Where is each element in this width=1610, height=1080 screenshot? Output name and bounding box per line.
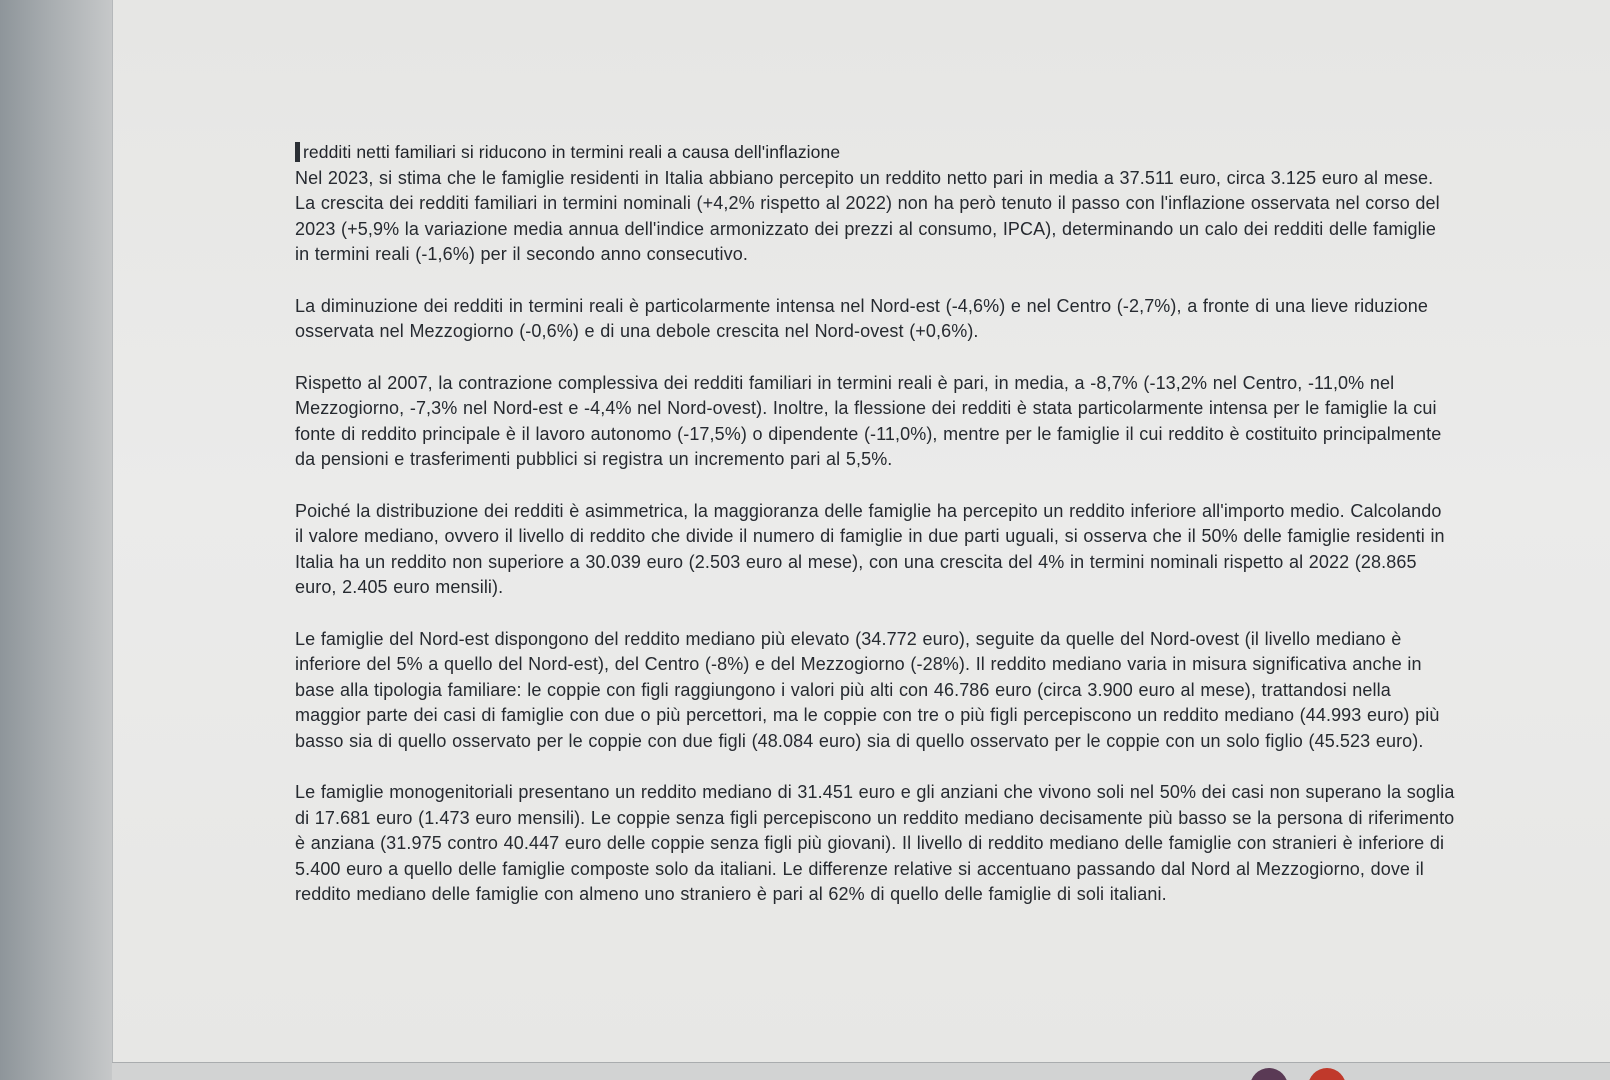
document-title xyxy=(295,140,1455,166)
paragraph-2: La diminuzione dei redditi in termini reali è particolarmente intensa nel Nord-est (-4,6%) e nel Centro (-2,7%), a fronte di una lieve riduzione osservata nel Mezzogiorno (-0,6%) e di una debole crescita nel Nord-ovest (+0,6%). xyxy=(295,295,1428,341)
document-body[interactable] xyxy=(295,140,1455,934)
text-cursor xyxy=(295,142,300,162)
window-left-margin xyxy=(0,0,112,1080)
paragraph-1: Nel 2023, si stima che le famiglie residenti in Italia abbiano percepito un reddito netto pari in media a 37.511 euro, circa 3.125 euro al mese. La crescita dei redditi familiari in termini nominali (+4,2% rispetto al 2022) non ha però tenuto il passo con l'inflazione osservata nel corso del 2023 (+5,9% la variazione media annua dell'indice armonizzato dei prezzi al consumo, IPCA), determinando un calo dei redditi delle famiglie in termini reali (-1,6%) per il secondo anno consecutivo. xyxy=(295,167,1440,264)
document-title-text: redditi netti familiari si riducono in termini reali a causa dell'inflazione xyxy=(303,142,841,162)
paragraph-4: Poiché la distribuzione dei redditi è asimmetrica, la maggioranza delle famiglie ha percepito un reddito inferiore all'importo medio. Calcolando il valore mediano, ovvero il livello di reddito che divide il numero di famiglie in due parti uguali, si osserva che il 50% delle famiglie residenti in Italia ha un reddito non superiore a 30.039 euro (2.503 euro al mese), con una crescita del 4% in termini nominali rispetto al 2022 (28.865 euro, 2.405 euro mensili). xyxy=(295,500,1445,597)
paragraph-6: Le famiglie monogenitoriali presentano un reddito mediano di 31.451 euro e gli anziani che vivono soli nel 50% dei casi non superano la soglia di 17.681 euro (1.473 euro mensili). Le coppie senza figli percepiscono un reddito mediano decisamente più basso se la persona di riferimento è anziana (31.975 contro 40.447 euro delle coppie senza figli più giovani). Il livello di reddito mediano delle famiglie con stranieri è inferiore di 5.400 euro a quello delle famiglie composte solo da italiani. Le differenze relative si accentuano passando dal Nord al Mezzogiorno, dove il reddito mediano delle famiglie con almeno uno straniero è pari al 62% di quello delle famiglie di soli italiani. xyxy=(295,782,1455,904)
paragraph-3: Rispetto al 2007, la contrazione complessiva dei redditi familiari in termini reali è pari, in media, a -8,7% (-13,2% nel Centro, -11,0% nel Mezzogiorno, -7,3% nel Nord-est e -4,4% nel Nord-ovest). Inoltre, la flessione dei redditi è stata particolarmente intensa per le famiglie la cui fonte di reddito principale è il lavoro autonomo (-17,5%) o dipendente (-11,0%), mentre per le famiglie il cui reddito è costituito principalmente da pensioni e trasferimenti pubblici si registra un incremento pari al 5,5%. xyxy=(295,372,1442,469)
paragraph-5: Le famiglie del Nord-est dispongono del reddito mediano più elevato (34.772 euro), seguite da quelle del Nord-ovest (il livello mediano è inferiore del 5% a quello del Nord-est), del Centro (-8%) e del Mezzogiorno (-28%). Il reddito mediano varia in misura significativa anche in base alla tipologia familiare: le coppie con figli raggiungono i valori più alti con 46.786 euro (circa 3.900 euro al mese), trattandosi nella maggior parte dei casi di famiglie con due o più percettori, ma le coppie con tre o più figli percepiscono un reddito mediano (44.993 euro) più basso sia di quello osservato per le coppie con due figli (48.084 euro) sia di quello osservato per le coppie con un solo figlio (45.523 euro). xyxy=(295,628,1440,751)
window-bottom-edge xyxy=(112,1062,1610,1080)
